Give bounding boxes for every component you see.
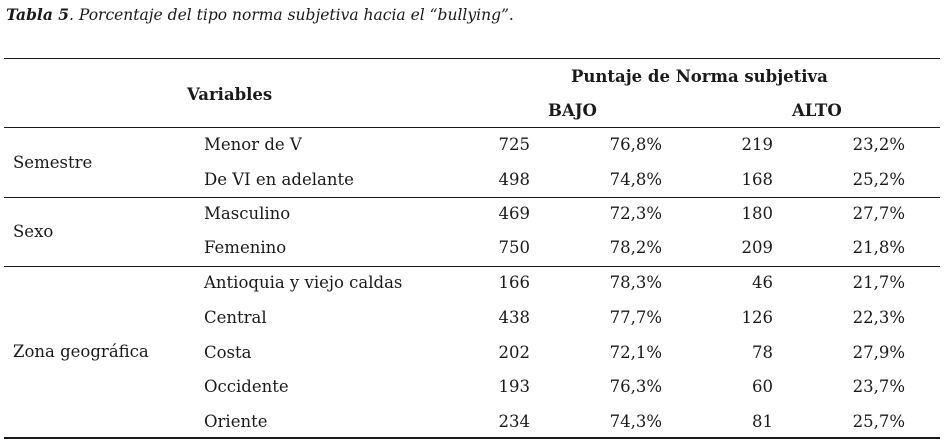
caption-text: . Porcentaje del tipo norma subjetiva hacia el “bullying”. — [69, 6, 514, 24]
bajo-count: 202 — [498, 343, 530, 362]
table-caption — [6, 5, 514, 24]
alto-percent: 23,2% — [852, 135, 905, 154]
alto-count: 209 — [741, 238, 773, 257]
alto-percent: 25,2% — [852, 170, 905, 189]
header-rule — [4, 127, 940, 128]
row-label: Central — [204, 308, 267, 327]
row-label: De VI en adelante — [204, 170, 354, 189]
sexo-rule — [4, 266, 940, 267]
bottom-rule — [4, 437, 940, 439]
variables-header: Variables — [187, 85, 273, 104]
bajo-percent: 78,2% — [609, 238, 662, 257]
row-label: Oriente — [204, 412, 268, 431]
bajo-percent: 77,7% — [609, 308, 662, 327]
alto-count: 168 — [741, 170, 773, 189]
bajo-count: 725 — [498, 135, 530, 154]
bajo-count: 234 — [498, 412, 530, 431]
group-label: Sexo — [13, 222, 54, 241]
alto-count: 60 — [752, 377, 773, 396]
alto-percent: 27,7% — [852, 204, 905, 223]
bajo-percent: 72,1% — [609, 343, 662, 362]
bajo-percent: 78,3% — [609, 273, 662, 292]
bajo-count: 438 — [498, 308, 530, 327]
alto-header: ALTO — [792, 101, 842, 120]
bajo-percent: 72,3% — [609, 204, 662, 223]
alto-percent: 21,8% — [852, 238, 905, 257]
bajo-percent: 76,8% — [609, 135, 662, 154]
row-label: Antioquia y viejo caldas — [204, 273, 403, 292]
row-label: Menor de V — [204, 135, 302, 154]
alto-percent: 25,7% — [852, 412, 905, 431]
bajo-count: 193 — [498, 377, 530, 396]
bajo-percent: 74,8% — [609, 170, 662, 189]
top-rule — [4, 58, 940, 59]
bajo-percent: 74,3% — [609, 412, 662, 431]
row-label: Femenino — [204, 238, 287, 257]
row-label: Occidente — [204, 377, 289, 396]
alto-count: 46 — [752, 273, 773, 292]
bajo-header: BAJO — [548, 101, 597, 120]
alto-percent: 23,7% — [852, 377, 905, 396]
group-label: Semestre — [13, 153, 93, 172]
alto-percent: 27,9% — [852, 343, 905, 362]
alto-count: 219 — [741, 135, 773, 154]
caption-label: Tabla 5 — [6, 5, 70, 24]
alto-count: 126 — [741, 308, 773, 327]
group-label: Zona geográfica — [13, 342, 149, 361]
row-label: Masculino — [204, 204, 291, 223]
alto-count: 78 — [752, 343, 773, 362]
alto-count: 180 — [741, 204, 773, 223]
bajo-count: 469 — [498, 204, 530, 223]
bajo-percent: 76,3% — [609, 377, 662, 396]
alto-count: 81 — [752, 412, 773, 431]
alto-percent: 21,7% — [852, 273, 905, 292]
bajo-count: 498 — [498, 170, 530, 189]
score-group-header: Puntaje de Norma subjetiva — [571, 67, 828, 86]
bajo-count: 750 — [498, 238, 530, 257]
alto-percent: 22,3% — [852, 308, 905, 327]
bajo-count: 166 — [498, 273, 530, 292]
semestre-rule — [4, 197, 940, 198]
row-label: Costa — [204, 343, 252, 362]
